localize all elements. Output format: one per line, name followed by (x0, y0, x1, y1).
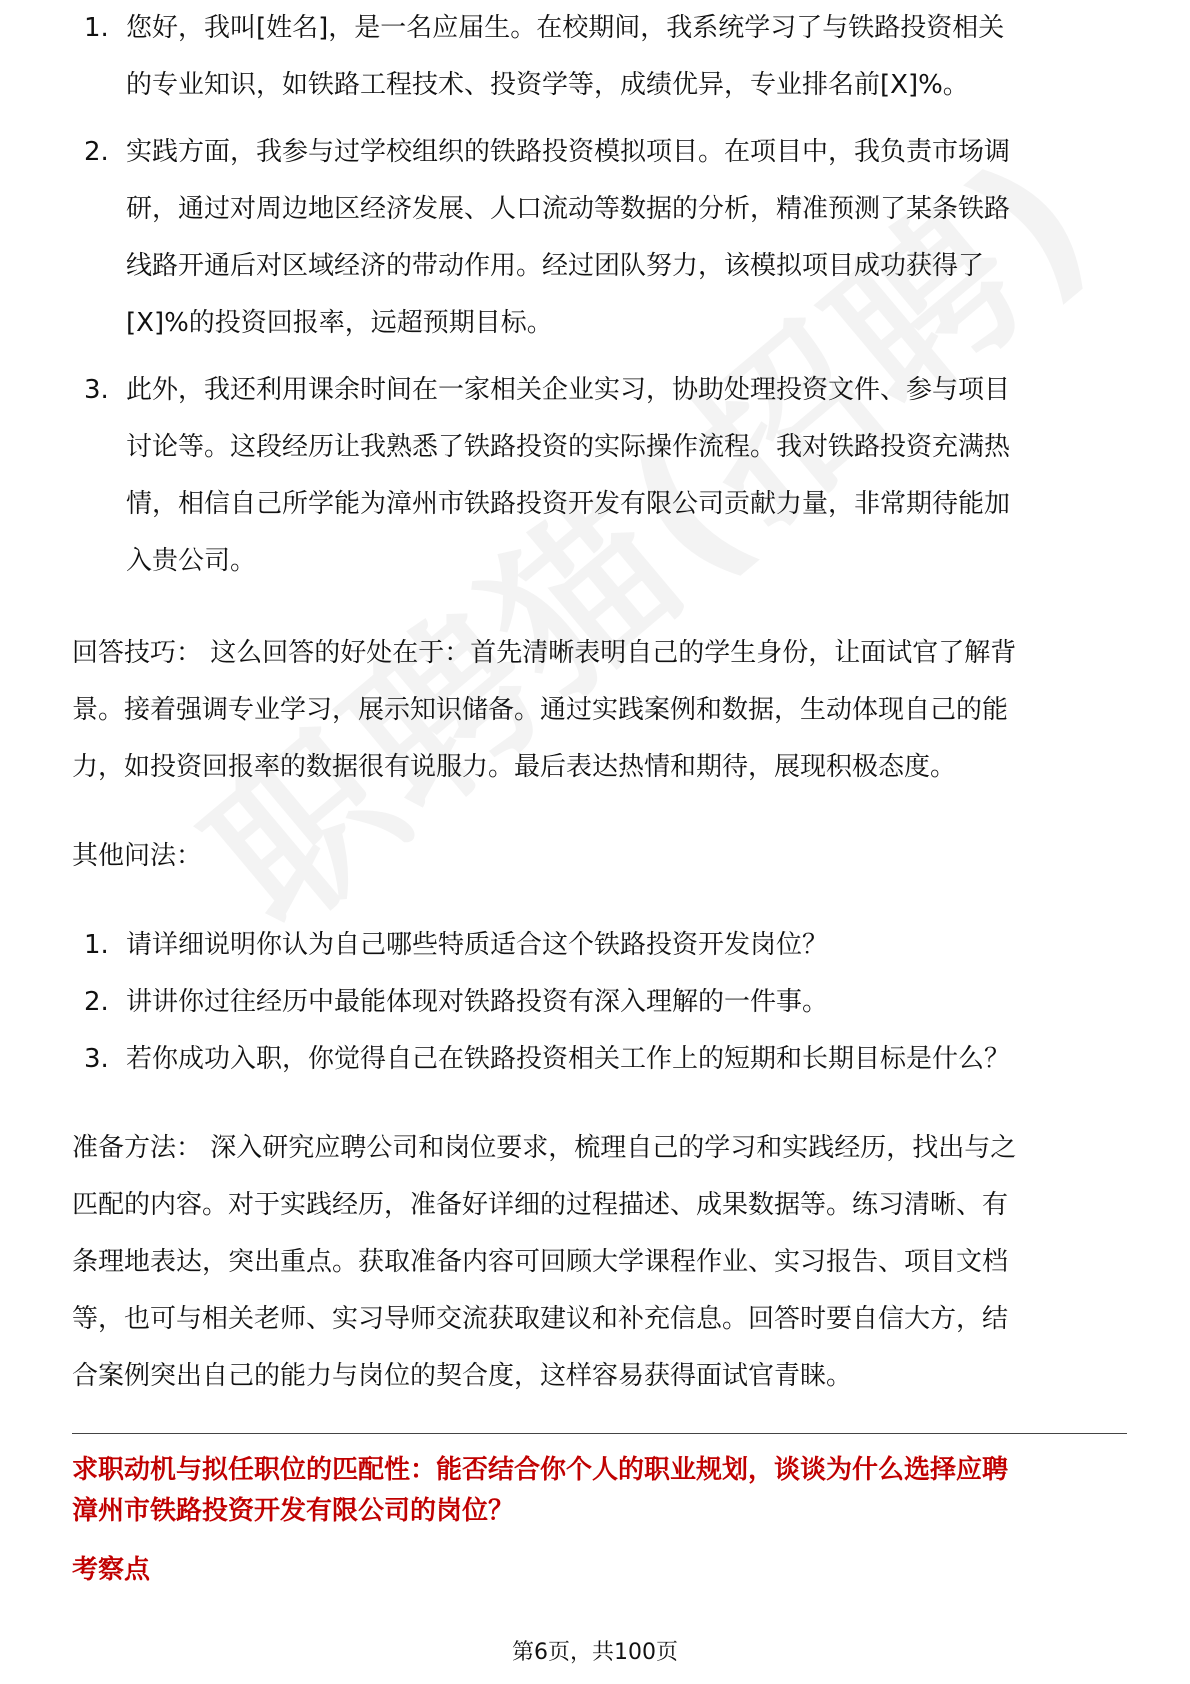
list-number: 3. (84, 375, 109, 405)
list-line: 线路开通后对区域经济的带动作用。经过团队努力，该模拟项目成功获得了 (126, 251, 985, 281)
list-number: 2. (84, 987, 109, 1017)
other-questions-list (72, 917, 1127, 1088)
list-item (72, 1031, 1127, 1088)
list-line: 实践方面，我参与过学校组织的铁路投资模拟项目。在项目中，我负责市场调 (126, 137, 1011, 167)
answer-tips (72, 625, 1127, 796)
list-line: 您好，我叫[姓名]，是一名应届生。在校期间，我系统学习了与铁路投资相关 (126, 13, 1005, 43)
list-item (72, 917, 1127, 974)
assessment-points-heading: 考察点 (72, 1555, 151, 1585)
preparation-method (72, 1120, 1127, 1405)
list-text: 讲讲你过往经历中最能体现对铁路投资有深入理解的一件事。 (126, 987, 829, 1017)
page-content (72, 0, 1127, 1591)
page-number: 第6页，共100页 (512, 1640, 678, 1665)
list-line: 研，通过对周边地区经济发展、人口流动等数据的分析，精准预测了某条铁路 (126, 194, 1011, 224)
list-line: 情，相信自己所学能为漳州市铁路投资开发有限公司贡献力量，非常期待能加 (126, 489, 1011, 519)
list-number: 2. (84, 137, 109, 167)
list-item (72, 974, 1127, 1031)
tips-line: 景。接着强调专业学习，展示知识储备。通过实践案例和数据，生动体现自己的能 (72, 695, 1009, 725)
list-item (72, 0, 1127, 114)
list-line: 此外，我还利用课余时间在一家相关企业实习，协助处理投资文件、参与项目 (126, 375, 1011, 405)
list-text: 请详细说明你认为自己哪些特质适合这个铁路投资开发岗位？ (126, 930, 829, 960)
list-number: 3. (84, 1044, 109, 1074)
tips-line: 力，如投资回报率的数据很有说服力。最后表达热情和期待，展现积极态度。 (72, 752, 957, 782)
list-number: 1. (84, 930, 109, 960)
list-number: 1. (84, 13, 109, 43)
list-line: 入贵公司。 (126, 546, 257, 576)
prep-line: 准备方法： 深入研究应聘公司和岗位要求，梳理自己的学习和实践经历，找出与之 (72, 1133, 1017, 1163)
prep-line: 条理地表达，突出重点。获取准备内容可回顾大学课程作业、实习报告、项目文档 (72, 1247, 1009, 1277)
answer-list (72, 0, 1127, 590)
prep-line: 合案例突出自己的能力与岗位的契合度，这样容易获得面试官青睐。 (72, 1361, 853, 1391)
list-item (72, 124, 1127, 352)
list-line: 的专业知识，如铁路工程技术、投资学等，成绩优异，专业排名前[X]%。 (126, 70, 969, 100)
tips-line: 回答技巧： 这么回答的好处在于：首先清晰表明自己的学生身份，让面试官了解背 (72, 638, 1017, 668)
list-item (72, 362, 1127, 590)
list-line: [X]%的投资回报率，远超预期目标。 (126, 308, 553, 338)
prep-line: 匹配的内容。对于实践经历，准备好详细的过程描述、成果数据等。练习清晰、有 (72, 1190, 1009, 1220)
list-text: 若你成功入职，你觉得自己在铁路投资相关工作上的短期和长期目标是什么？ (126, 1044, 1011, 1074)
question-line: 求职动机与拟任职位的匹配性：能否结合你个人的职业规划，谈谈为什么选择应聘 (72, 1455, 1009, 1485)
list-line: 讨论等。这段经历让我熟悉了铁路投资的实际操作流程。我对铁路投资充满热 (126, 432, 1011, 462)
other-questions-heading: 其他问法： (72, 841, 203, 871)
question-line: 漳州市铁路投资开发有限公司的岗位？ (72, 1496, 515, 1526)
question-heading (72, 1450, 1127, 1532)
prep-line: 等，也可与相关老师、实习导师交流获取建议和补充信息。回答时要自信大方，结 (72, 1304, 1009, 1334)
section-divider (72, 1433, 1127, 1434)
